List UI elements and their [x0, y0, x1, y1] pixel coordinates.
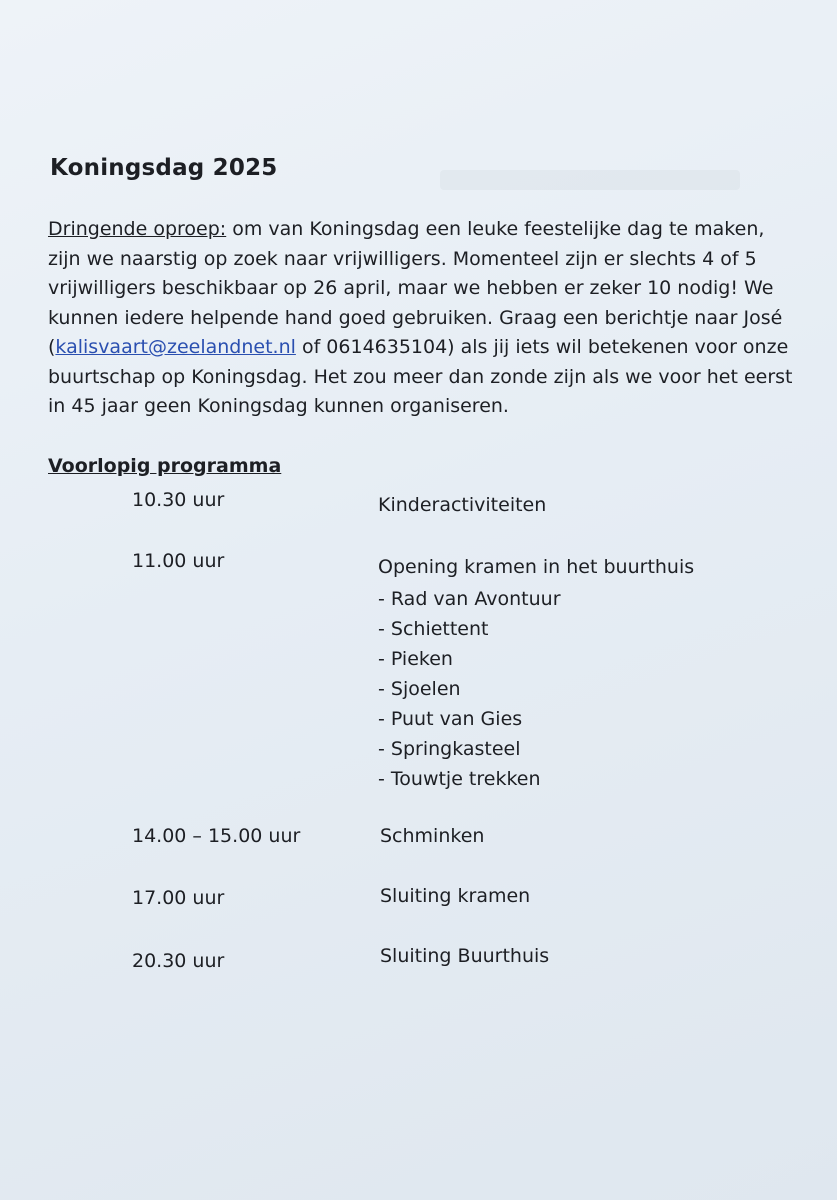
list-item: - Puut van Gies — [378, 708, 523, 730]
program-activity: Schminken — [380, 825, 485, 847]
urgent-call-label: Dringende oproep: — [48, 218, 227, 240]
program-time: 20.30 uur — [132, 950, 225, 972]
program-activity: Sluiting Buurthuis — [380, 945, 550, 967]
stall-list — [378, 584, 561, 794]
list-item: - Touwtje trekken — [378, 768, 541, 790]
intro-line-6: buurtschap op Koningsdag. Het zou meer dan zonde zijn als we voor het eerst — [48, 365, 793, 388]
program-activity: Opening kramen in het buurthuis — [378, 556, 695, 578]
intro-line-4: kunnen iedere helpende hand goed gebruiken. Graag een berichtje naar José — [48, 306, 783, 329]
program-activity: Kinderactiviteiten — [378, 494, 547, 516]
list-item: - Sjoelen — [378, 678, 461, 700]
email-link[interactable]: kalisvaart@zeelandnet.nl — [55, 336, 296, 358]
intro-line-1 — [48, 215, 828, 245]
program-time: 17.00 uur — [132, 887, 225, 909]
list-item: - Springkasteel — [378, 738, 521, 760]
intro-line-1-text: om van Koningsdag een leuke feestelijke dag te maken, — [226, 218, 765, 240]
intro-line-5 — [48, 333, 828, 363]
program-heading: Voorlopig programma — [48, 455, 282, 477]
program-activity: Sluiting kramen — [380, 885, 531, 907]
intro-line-7: in 45 jaar geen Koningsdag kunnen organiseren. — [48, 395, 509, 417]
program-time: 10.30 uur — [132, 489, 225, 511]
list-item: - Schiettent — [378, 618, 489, 640]
intro-line-5-text: of 0614635104) als jij iets wil betekenen voor onze — [295, 336, 789, 358]
bleed-through-shadow — [440, 170, 740, 190]
paren-open: ( — [48, 336, 56, 358]
program-time: 14.00 – 15.00 uur — [132, 825, 301, 847]
list-item: - Rad van Avontuur — [378, 588, 561, 610]
document-title: Koningsdag 2025 — [50, 155, 278, 181]
intro-line-3: vrijwilligers beschikbaar op 26 april, maar we hebben er zeker 10 nodig! We — [48, 277, 774, 299]
intro-paragraph — [48, 215, 828, 422]
program-time: 11.00 uur — [132, 550, 225, 572]
list-item: - Pieken — [378, 648, 453, 670]
intro-line-2: zijn we naarstig op zoek naar vrijwilligers. Momenteel zijn er slechts 4 of 5 — [48, 247, 757, 270]
